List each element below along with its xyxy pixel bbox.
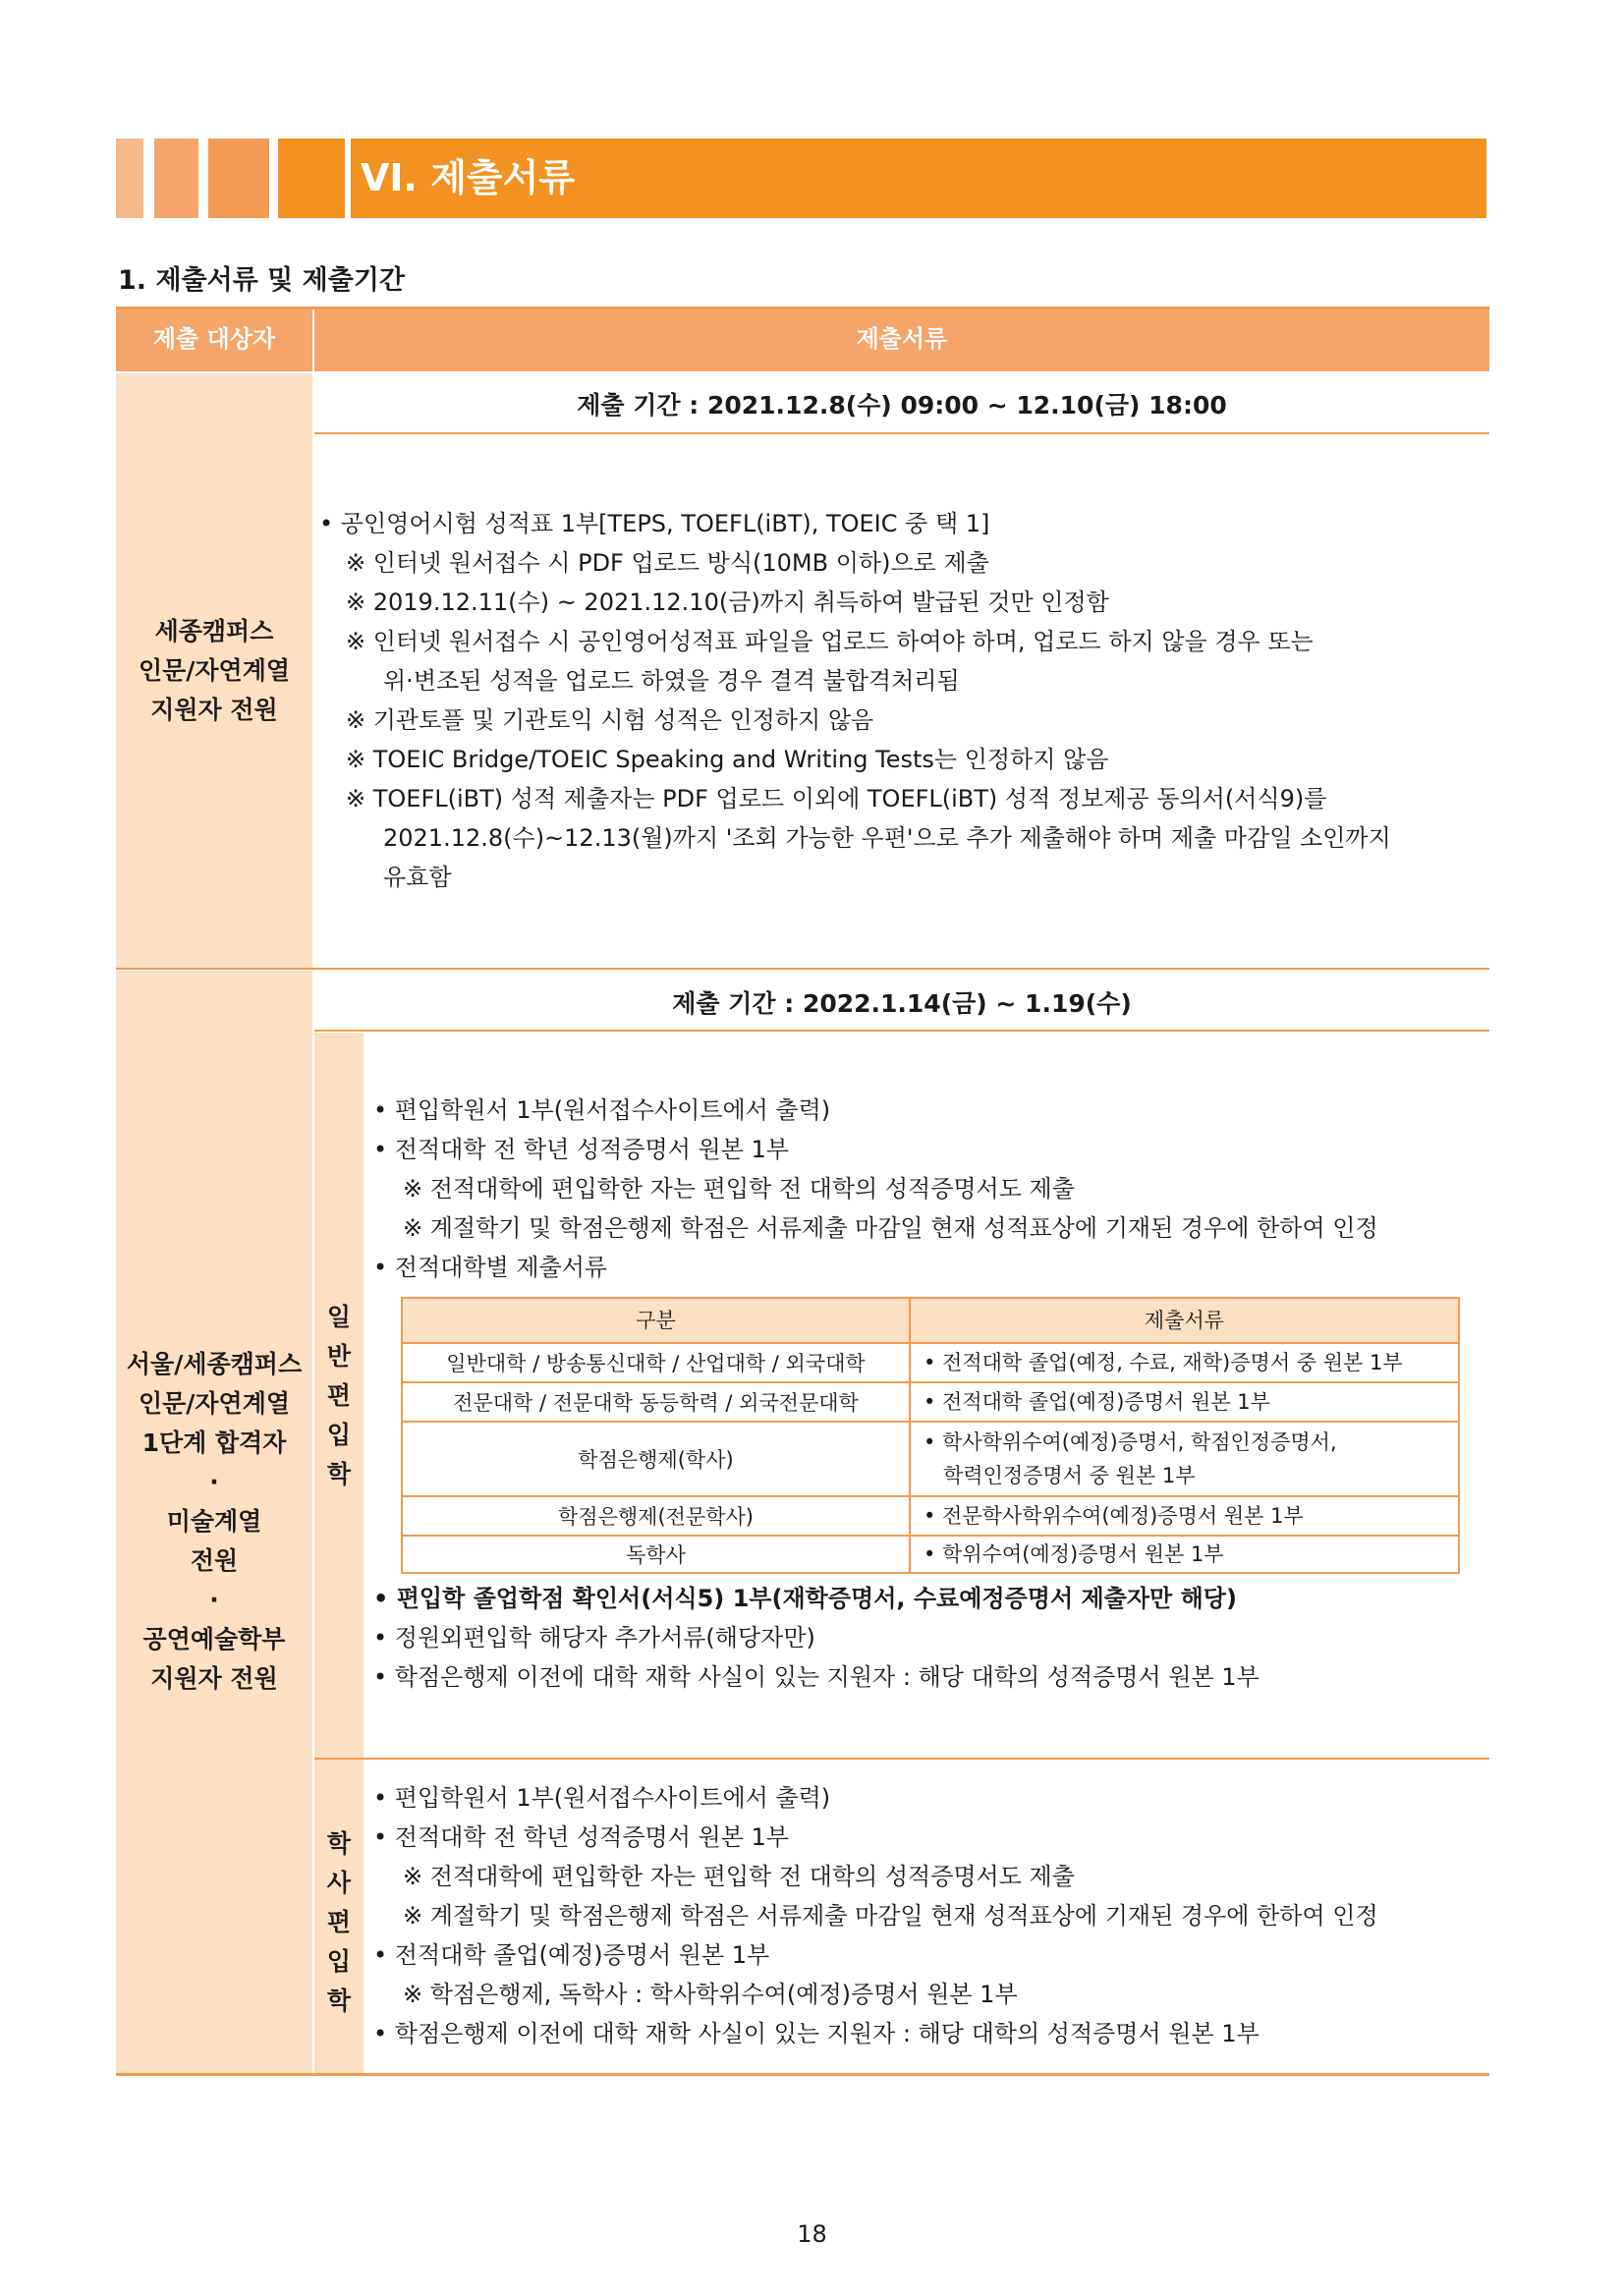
general-line: ※ 계절학기 및 학점은행제 학점은 서류제출 마감일 현재 성적표상에 기재된 경우에 한하여 인정 (403, 1214, 1378, 1242)
header-block-1 (116, 139, 143, 218)
label-char: 반 (326, 1342, 352, 1371)
subtitle: 1. 제출서류 및 제출기간 (118, 265, 405, 296)
table-row (403, 1497, 1458, 1535)
general-line: • 전적대학별 제출서류 (373, 1254, 608, 1281)
group2-target-line: 1단계 합격자 (141, 1428, 287, 1457)
general-line: • 전적대학 전 학년 성적증명서 원본 1부 (373, 1136, 789, 1163)
label-char: 학 (326, 1987, 352, 2015)
group2-target-line: · (209, 1586, 219, 1614)
label-char: 입 (326, 1947, 352, 1976)
group1-target-line: 세종캠퍼스 (154, 616, 274, 645)
row-docs: • 전적대학 졸업(예정)증명서 원본 1부 (924, 1390, 1270, 1414)
bachelor-line: ※ 전적대학에 편입학한 자는 편입학 전 대학의 성적증명서도 제출 (403, 1863, 1075, 1890)
group1-target (116, 373, 312, 968)
page-number: 18 (797, 2220, 827, 2248)
row-category: 일반대학 / 방송통신대학 / 산업대학 / 외국대학 (446, 1352, 866, 1375)
header-block-2 (154, 139, 198, 218)
table-bottom-border (116, 2073, 1489, 2076)
row-docs: • 전적대학 졸업(예정, 수료, 재학)증명서 중 원본 1부 (924, 1351, 1403, 1374)
row-category: 전문대학 / 전문대학 동등학력 / 외국전문대학 (453, 1391, 859, 1415)
divider (314, 1758, 1489, 1760)
divider (314, 1030, 1489, 1032)
row-docs: • 학위수여(예정)증명서 원본 1부 (924, 1542, 1224, 1566)
table-header-target: 제출 대상자 (116, 307, 312, 371)
group1-target-line: 인문/자연계열 (138, 655, 291, 685)
bachelor-line: • 편입학원서 1부(원서접수사이트에서 출력) (373, 1784, 831, 1812)
group1-line: ※ 인터넷 원서접수 시 PDF 업로드 방식(10MB 이하)으로 제출 (346, 549, 989, 577)
group1-line: ※ 2019.12.11(수) ~ 2021.12.10(금)까지 취득하여 발급된 것만 인정함 (346, 588, 1109, 616)
section-title: VI. 제출서류 (351, 139, 1486, 218)
group2-target-line: 인문/자연계열 (138, 1389, 291, 1418)
inner-header-docs: 제출서류 (911, 1299, 1458, 1342)
group1-line: ※ TOEFL(iBT) 성적 제출자는 PDF 업로드 이외에 TOEFL(iBT) 성적 정보제공 동의서(서식9)를 (346, 785, 1327, 812)
group1-line: ※ 기관토플 및 기관토익 시험 성적은 인정하지 않음 (346, 706, 874, 734)
general-line: • 편입학 졸업학점 확인서(서식5) 1부(재학증명서, 수료예정증명서 제출자만 해당) (373, 1585, 1237, 1612)
general-transfer-label (314, 1033, 364, 1758)
row-category: 학점은행제(학사) (578, 1448, 734, 1472)
group2-target-line: 공연예술학부 (142, 1625, 286, 1653)
group1-line: ※ TOEIC Bridge/TOEIC Speaking and Writing Tests는 인정하지 않음 (346, 746, 1109, 773)
group-divider (116, 968, 1489, 970)
header-block-4 (278, 139, 345, 218)
label-char: 입 (326, 1421, 352, 1449)
table-row (403, 1383, 1458, 1421)
group2-target (116, 971, 312, 2073)
bachelor-line: ※ 학점은행제, 독학사 : 학사학위수여(예정)증명서 원본 1부 (403, 1981, 1018, 2008)
general-line: • 정원외편입학 해당자 추가서류(해당자만) (373, 1624, 815, 1652)
bachelor-line: • 전적대학 졸업(예정)증명서 원본 1부 (373, 1941, 770, 1969)
group2-target-line: 서울/세종캠퍼스 (126, 1350, 303, 1378)
group1-target-line: 지원자 전원 (150, 695, 278, 724)
row-category: 학점은행제(전문학사) (558, 1505, 754, 1529)
group1-line: • 공인영어시험 성적표 1부[TEPS, TOEFL(iBT), TOEIC 중 택 1] (319, 510, 990, 537)
inner-header-category: 구분 (403, 1299, 909, 1342)
bachelor-transfer-label (314, 1760, 364, 2073)
group1-line: 2021.12.8(수)~12.13(월)까지 '조회 가능한 우편'으로 추가 제출해야 하며 제출 마감일 소인까지 (383, 824, 1391, 852)
group2-target-line: 지원자 전원 (150, 1664, 278, 1693)
group1-period: 제출 기간 : 2021.12.8(수) 09:00 ~ 12.10(금) 18:00 (577, 391, 1227, 420)
bachelor-line: • 전적대학 전 학년 성적증명서 원본 1부 (373, 1823, 789, 1851)
general-line: • 학점은행제 이전에 대학 재학 사실이 있는 지원자 : 해당 대학의 성적증명서 원본 1부 (373, 1663, 1260, 1691)
group2-period: 제출 기간 : 2022.1.14(금) ~ 1.19(수) (672, 989, 1132, 1018)
label-char: 사 (326, 1869, 352, 1897)
group2-target-line: 미술계열 (166, 1507, 262, 1536)
row-docs: • 전문학사학위수여(예정)증명서 원본 1부 (924, 1504, 1304, 1528)
divider (314, 432, 1489, 434)
table-header-documents: 제출서류 (314, 307, 1489, 371)
label-char: 편 (326, 1908, 352, 1936)
group2-target-line: · (209, 1468, 219, 1496)
bachelor-line: • 학점은행제 이전에 대학 재학 사실이 있는 지원자 : 해당 대학의 성적증명서 원본 1부 (373, 2020, 1260, 2047)
table-top-border (116, 307, 1489, 309)
group1-line: 유효함 (383, 864, 452, 891)
label-char: 학 (326, 1829, 352, 1858)
table-row (403, 1344, 1458, 1381)
row-docs: 학력인정증명서 중 원본 1부 (943, 1464, 1196, 1487)
group2-target-line: 전원 (190, 1546, 239, 1575)
group1-line: ※ 인터넷 원서접수 시 공인영어성적표 파일을 업로드 하여야 하며, 업로드 하지 않을 경우 또는 (346, 628, 1314, 655)
inner-col-line (909, 1299, 911, 1572)
general-line: • 편입학원서 1부(원서접수사이트에서 출력) (373, 1096, 831, 1124)
university-documents-table (401, 1297, 1460, 1574)
label-char: 편 (326, 1381, 352, 1410)
group1-line: 위·변조된 성적을 업로드 하였을 경우 결격 불합격처리됨 (383, 667, 960, 695)
table-row (403, 1423, 1458, 1495)
label-char: 학 (326, 1460, 352, 1488)
row-docs: • 학사학위수여(예정)증명서, 학점인정증명서, (924, 1430, 1337, 1454)
general-line: ※ 전적대학에 편입학한 자는 편입학 전 대학의 성적증명서도 제출 (403, 1175, 1075, 1203)
table-row (403, 1537, 1458, 1572)
bachelor-line: ※ 계절학기 및 학점은행제 학점은 서류제출 마감일 현재 성적표상에 기재된 경우에 한하여 인정 (403, 1902, 1378, 1930)
row-category: 독학사 (626, 1543, 686, 1567)
header-block-3 (208, 139, 269, 218)
label-char: 일 (326, 1303, 352, 1331)
